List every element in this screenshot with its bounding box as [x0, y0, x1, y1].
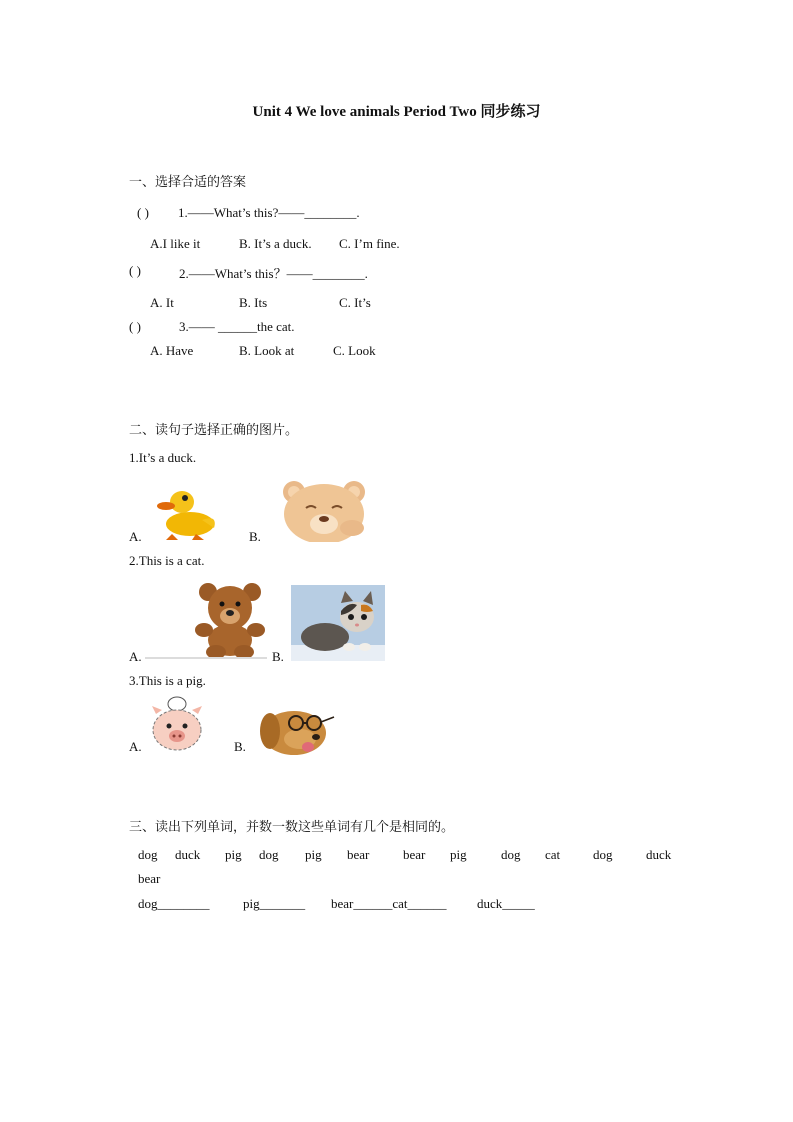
- divider: [145, 657, 267, 659]
- word-13: bear: [138, 871, 161, 886]
- q1-paren: ( ): [137, 205, 149, 220]
- kitten-picture: [291, 585, 385, 661]
- word-9: dog: [501, 847, 521, 862]
- word-5: pig: [305, 847, 322, 862]
- part3-heading: 三、读出下列单词，并数一数这些单词有几个是相同的。: [129, 820, 455, 835]
- part1-heading: 一、选择合适的答案: [129, 175, 247, 190]
- item3-label-b: B.: [234, 739, 246, 754]
- blank-bear-cat: bear______cat______: [331, 896, 447, 911]
- word-12: duck: [646, 847, 672, 862]
- word-2: duck: [175, 847, 201, 862]
- q2-option-b: B. Its: [239, 295, 268, 310]
- item1-label-b: B.: [249, 529, 261, 544]
- q3-text: 3.—— ______the cat.: [179, 319, 295, 334]
- item2-label-b: B.: [272, 649, 284, 664]
- q3-option-b: B. Look at: [239, 343, 295, 358]
- word-8: pig: [450, 847, 467, 862]
- blank-dog: dog________: [138, 896, 210, 911]
- word-11: dog: [593, 847, 613, 862]
- teddy-bear-picture: [190, 580, 272, 660]
- q2-paren: ( ): [129, 263, 141, 278]
- word-3: pig: [225, 847, 242, 862]
- q1-text: 1.——What’s this?——________.: [178, 205, 360, 220]
- item3-sentence: 3.This is a pig.: [129, 673, 206, 688]
- word-10: cat: [545, 847, 561, 862]
- q3-paren: ( ): [129, 319, 141, 334]
- page-title: Unit 4 We love animals Period Two 同步练习: [252, 104, 541, 120]
- part2-heading: 二、读句子选择正确的图片。: [129, 423, 299, 438]
- dog-picture: [258, 703, 336, 755]
- blank-duck: duck_____: [477, 896, 535, 911]
- item2-sentence: 2.This is a cat.: [129, 553, 205, 568]
- q1-option-c: C. I’m fine.: [339, 236, 400, 251]
- word-1: dog: [138, 847, 158, 862]
- word-6: bear: [347, 847, 370, 862]
- word-4: dog: [259, 847, 279, 862]
- q1-option-b: B. It’s a duck.: [239, 236, 312, 251]
- q1-option-a: A.I like it: [150, 236, 201, 251]
- bear-face-picture: [276, 476, 372, 542]
- q2-option-c: C. It’s: [339, 295, 371, 310]
- q3-option-c: C. Look: [333, 343, 376, 358]
- item1-sentence: 1.It’s a duck.: [129, 450, 197, 465]
- word-7: bear: [403, 847, 426, 862]
- item3-label-a: A.: [129, 739, 142, 754]
- item1-label-a: A.: [129, 529, 142, 544]
- pig-picture: [146, 696, 208, 754]
- q3-option-a: A. Have: [150, 343, 194, 358]
- blank-pig: pig_______: [243, 896, 306, 911]
- q2-option-a: A. It: [150, 295, 174, 310]
- duck-picture: [152, 484, 224, 542]
- item2-label-a: A.: [129, 649, 142, 664]
- q2-text: 2.——What’s this？——________.: [179, 266, 368, 281]
